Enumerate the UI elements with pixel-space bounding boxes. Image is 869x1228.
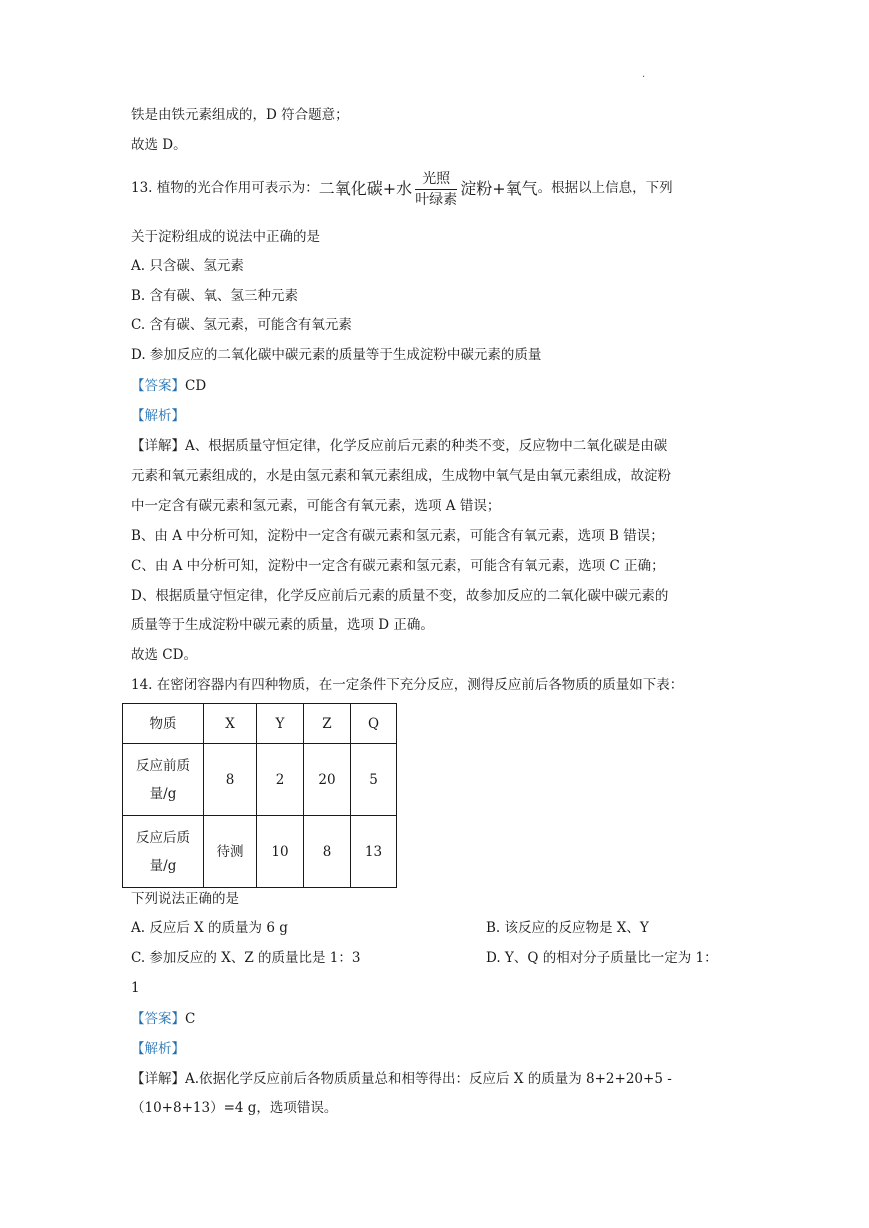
option-c: C. 含有碳、氢元素，可能含有氧元素 — [131, 317, 352, 333]
header-cell: 物质 — [123, 704, 204, 744]
row-label-line: 反应前质 — [136, 757, 190, 774]
table-header-row — [123, 704, 397, 744]
text-line: 故选 CD。 — [131, 647, 197, 663]
text-line: 铁是由铁元素组成的，D 符合题意； — [131, 107, 349, 123]
detail-line — [131, 436, 667, 456]
text-line: 下列说法正确的是 — [131, 891, 239, 907]
text-line: D、根据质量守恒定律，化学反应前后元素的质量不变，故参加反应的二氧化碳中碳元素的 — [131, 588, 669, 604]
detail-tag: 【详解】 — [131, 1071, 185, 1087]
option-b: B. 该反应的反应物是 X、Y — [486, 920, 649, 936]
question-13-stem — [131, 166, 673, 211]
table-cell: 8 — [304, 816, 351, 888]
analysis-tag: 【解析】 — [131, 1041, 185, 1057]
text-line: 元素和氧元素组成的，水是由氢元素和氧元素组成，生成物中氧气是由氧元素组成，故淀粉 — [131, 468, 671, 484]
detail-tag: 【详解】 — [131, 438, 185, 454]
row-label-line: 量/g — [149, 857, 177, 874]
table-cell: 20 — [304, 744, 351, 816]
table-cell: 待测 — [204, 816, 257, 888]
text-line: （10+8+13）=4 g，选项错误。 — [131, 1100, 338, 1116]
option-b: B. 含有碳、氧、氢三种元素 — [131, 288, 299, 304]
condition-bottom: 叶绿素 — [415, 191, 458, 208]
row-label-line: 量/g — [149, 785, 177, 802]
table-row — [123, 744, 397, 816]
option-d-continued: 1 — [131, 980, 140, 996]
q13-suffix: 。根据以上信息，下列 — [537, 180, 673, 196]
option-c: C. 参加反应的 X、Z 的质量比是 1：3 — [131, 950, 361, 966]
text-line: C、由 A 中分析可知，淀粉中一定含有碳元素和氢元素，可能含有氧元素，选项 C 正确； — [131, 558, 665, 574]
equation-rhs: 淀粉+氧气 — [460, 178, 538, 198]
header-cell: Y — [257, 704, 304, 744]
option-a: A. 只含碳、氢元素 — [131, 258, 244, 274]
text-line: B、由 A 中分析可知，淀粉中一定含有碳元素和氢元素，可能含有氧元素，选项 B 错误； — [131, 528, 664, 544]
question-14-stem: 14. 在密闭容器内有四种物质，在一定条件下充分反应，测得反应前后各物质的质量如下表： — [131, 677, 684, 693]
table-row — [123, 816, 397, 888]
text-line: 故选 D。 — [131, 137, 187, 153]
option-a: A. 反应后 X 的质量为 6 g — [131, 920, 288, 936]
answer-value: CD — [185, 378, 207, 394]
reaction-condition — [415, 170, 457, 209]
detail-text: A、根据质量守恒定律，化学反应前后元素的种类不变，反应物中二氧化碳是由碳 — [185, 438, 668, 454]
option-d: D. Y、Q 的相对分子质量比一定为 1： — [486, 950, 718, 966]
answer-line — [131, 1009, 195, 1029]
option-d: D. 参加反应的二氧化碳中碳元素的质量等于生成淀粉中碳元素的质量 — [131, 347, 542, 363]
table-cell: 8 — [204, 744, 257, 816]
header-cell: X — [204, 704, 257, 744]
table-cell: 13 — [351, 816, 397, 888]
analysis-line — [131, 1039, 185, 1059]
text-line: 中一定含有碳元素和氢元素，可能含有氧元素，选项 A 错误； — [131, 498, 501, 514]
condition-top: 光照 — [415, 170, 457, 190]
analysis-line — [131, 406, 185, 426]
table-cell: 5 — [351, 744, 397, 816]
q13-prefix: 13. 植物的光合作用可表示为： — [131, 180, 319, 196]
header-cell: Z — [304, 704, 351, 744]
analysis-tag: 【解析】 — [131, 408, 185, 424]
text-line: 质量等于生成淀粉中碳元素的质量，选项 D 正确。 — [131, 617, 434, 633]
equation-lhs: 二氧化碳+水 — [318, 178, 413, 198]
answer-line — [131, 376, 206, 396]
detail-text: A.依据化学反应前后各物质质量总和相等得出：反应后 X 的质量为 8+2+20+5 - — [185, 1071, 672, 1087]
page-mark: · — [642, 72, 646, 83]
table-cell: 10 — [257, 816, 304, 888]
text-line: 关于淀粉组成的说法中正确的是 — [131, 229, 320, 245]
row-label — [123, 744, 204, 816]
row-label — [123, 816, 204, 888]
answer-tag: 【答案】 — [131, 378, 185, 394]
answer-tag: 【答案】 — [131, 1011, 185, 1027]
photosynthesis-equation — [319, 167, 538, 211]
mass-table — [122, 703, 397, 888]
table-cell: 2 — [257, 744, 304, 816]
answer-value: C — [185, 1011, 196, 1027]
row-label-line: 反应后质 — [136, 829, 190, 846]
header-cell: Q — [351, 704, 397, 744]
detail-line — [131, 1069, 672, 1089]
